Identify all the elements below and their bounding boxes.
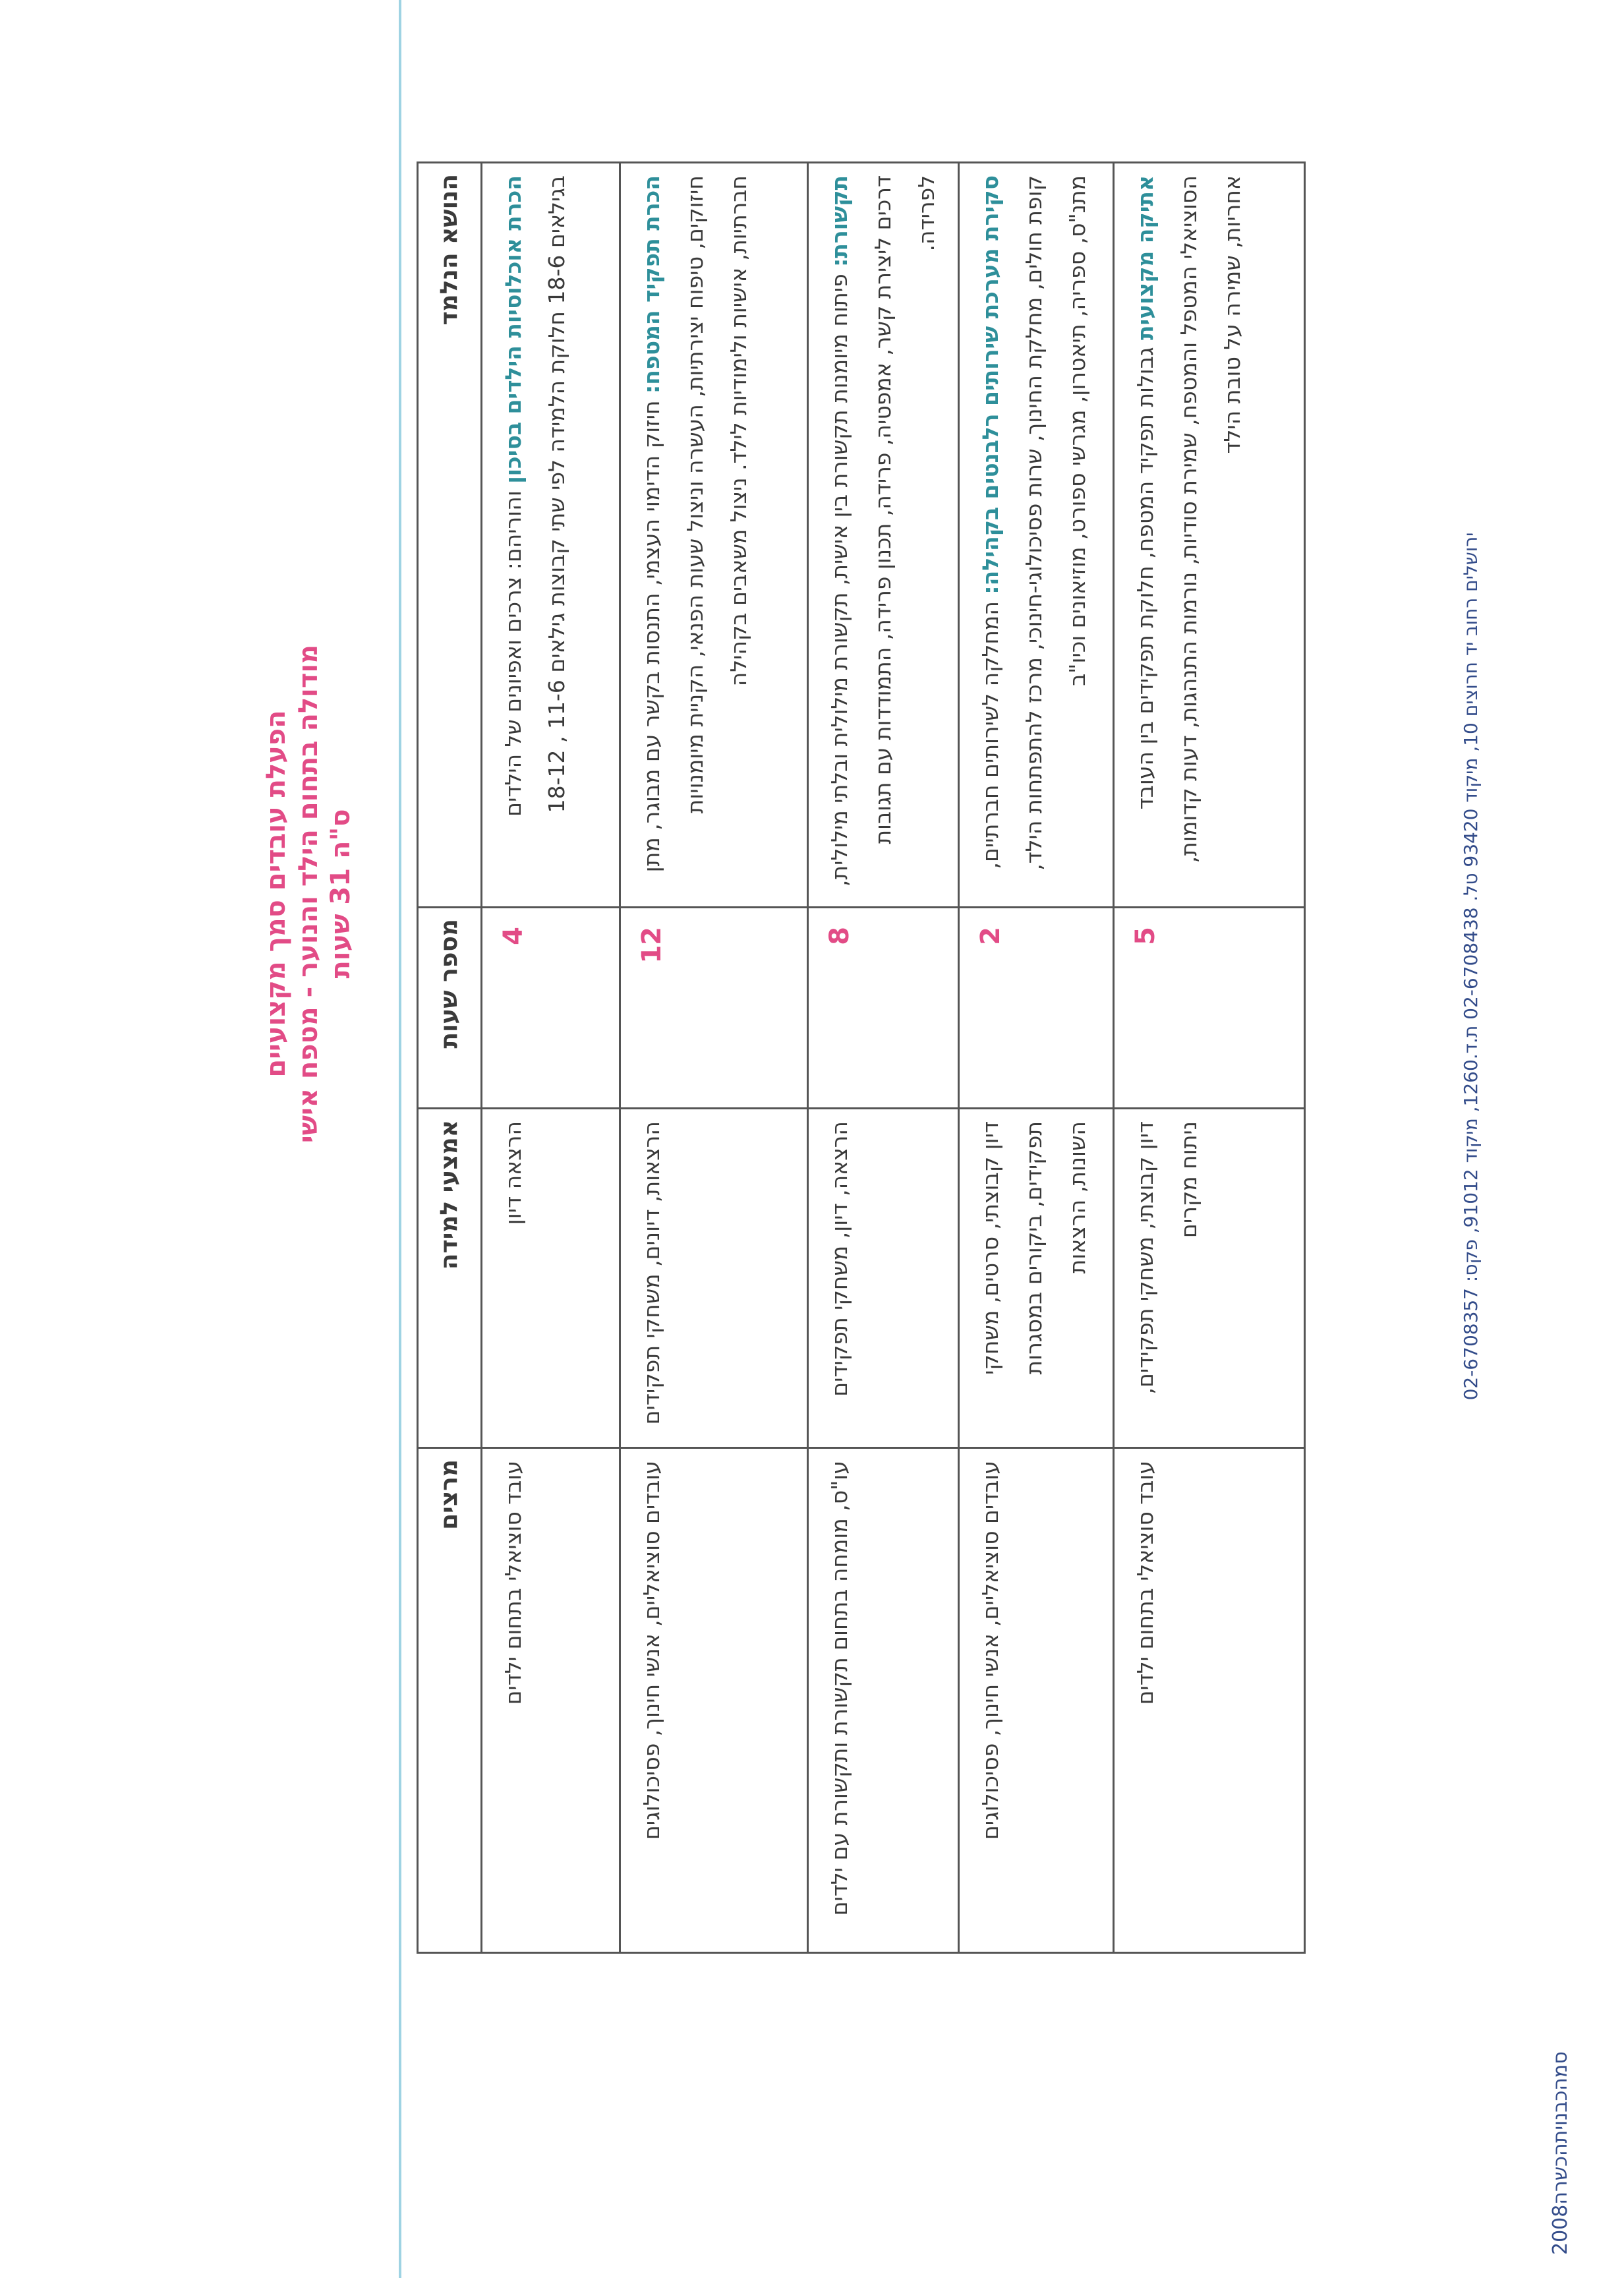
- footer-year-stamp: סמהכבנויתהכשרה2008: [1549, 2051, 1572, 2255]
- topic-cell: [959, 163, 1114, 908]
- hours-cell: 12: [620, 908, 808, 1109]
- document-title: [260, 366, 357, 1421]
- topic-text: והוריהם: צרכים ואפיונים של הילדים בגילאים 18-6 חלוקת הלמידה לפי שתי קבוצות גילאים 11-6 , 18-12: [500, 175, 569, 817]
- table-row: [1114, 163, 1305, 1953]
- lecturers-cell: עו"ס, מומחה בתחום תקשורת ותקשורת עם ילדים: [808, 1448, 959, 1953]
- topic-cell: [620, 163, 808, 908]
- lecturers-cell: עובד סוציאלי בתחום ילדים: [1114, 1448, 1305, 1953]
- methods-cell: דיון קבוצתי, משחקי תפקידים, ניתוח מקרים: [1114, 1109, 1305, 1448]
- title-line-1: הפעלת עובדים סמך מקצועיים: [261, 710, 291, 1078]
- table-row: [959, 163, 1114, 1953]
- methods-cell: דיון קבוצתי, סרטים, משחקי תפקידים, ביקורים במסגרות השונות, הרצאות: [959, 1109, 1114, 1448]
- table-row: [482, 163, 620, 1953]
- topic-text: גבולות תפקיד המטפח, חלוקת תפקידים בין העובד הסוציאלי המטפל והמטפח, שמירת סודיות, נורמות התנהגות, דעות קדומות, אחריות, שמירה על טובת הילד: [1132, 175, 1245, 863]
- hours-cell: 2: [959, 908, 1114, 1109]
- hours-cell: 4: [482, 908, 620, 1109]
- col-header-hours: מספר שעות: [418, 908, 482, 1109]
- module-table: [417, 161, 1306, 1954]
- methods-cell: הרצאה דיון: [482, 1109, 620, 1448]
- topic-text: חיזוק הדימוי העצמי, התנסות בקשר עם מבוגר, מתן חיזוקים, טיפוח יצירתיות, העשרה וניצול שעות הפנאי, הקניית מיומנויות חברתיות, אישיות ולימודיות לילד. ניצול משאבים בקהילה: [639, 175, 751, 873]
- lecturers-cell: עובדים סוציאליים, אנשי חינוך, פסיכולוגים: [959, 1448, 1114, 1953]
- topic-title: אתיקה מקצועית: [1132, 175, 1158, 341]
- lecturers-cell: עובד סוציאלי בתחום ילדים: [482, 1448, 620, 1953]
- topic-title: תקשורת:: [826, 175, 852, 267]
- col-header-lecturers: מרצים: [418, 1448, 482, 1953]
- title-line-3: ס"ה 31 שעות: [326, 809, 356, 979]
- topic-title: סקירת מערכת שירותים רלבנטים בקהילה:: [977, 175, 1003, 595]
- margin-line: [399, 0, 401, 2278]
- topic-title: הכרת תפקיד המטפח:: [639, 175, 664, 394]
- lecturers-cell: עובדים סוציאליים, אנשי חינוך, פסיכולוגים: [620, 1448, 808, 1953]
- col-header-methods: אמצעי למידה: [418, 1109, 482, 1448]
- methods-cell: הרצאות, דיונים, משחקי תפקידים: [620, 1109, 808, 1448]
- topic-cell: [482, 163, 620, 908]
- hours-cell: 5: [1114, 908, 1305, 1109]
- methods-cell: הרצאה, דיון, משחקי תפקידים: [808, 1109, 959, 1448]
- table-row: [808, 163, 959, 1953]
- footer-address: ירושלים רחוב יד חרוצים 10, מיקוד 93420 טל. 02-6708438 ת.ד.1260, מיקוד 91012, פקס: 02-6708357: [1460, 532, 1482, 1401]
- topic-text: פיתוח מיומנות תקשורת בין אישית, תקשורת מילולית ובלתי מילולית, דרכים ליצירת קשר, אמפטיה, פרידה, תכנון פרידה, התמודדות עם תגובות לפרידה.: [826, 175, 939, 887]
- table-row: [620, 163, 808, 1953]
- table-header-row: [418, 163, 482, 1953]
- topic-cell: [1114, 163, 1305, 908]
- topic-title: הכרת אוכלוסיות הילדים בסיכון: [500, 175, 526, 484]
- col-header-topic: הנושא הנלמד: [418, 163, 482, 908]
- hours-cell: 8: [808, 908, 959, 1109]
- topic-text: המחלקה לשירותים חברתיים, קופת חולים, מחלקת החינוך, שרות פסיכולוגי-חינוכי, מרכז להתפתחות הילד, מתנ"ס, ספריה, תיאטרון, מגרשי ספורט, מוזיאונים וכיו"ב: [977, 175, 1090, 871]
- title-line-2: מודולה בתחום הילד והנוער - מטפח אישי: [293, 644, 324, 1144]
- topic-cell: [808, 163, 959, 908]
